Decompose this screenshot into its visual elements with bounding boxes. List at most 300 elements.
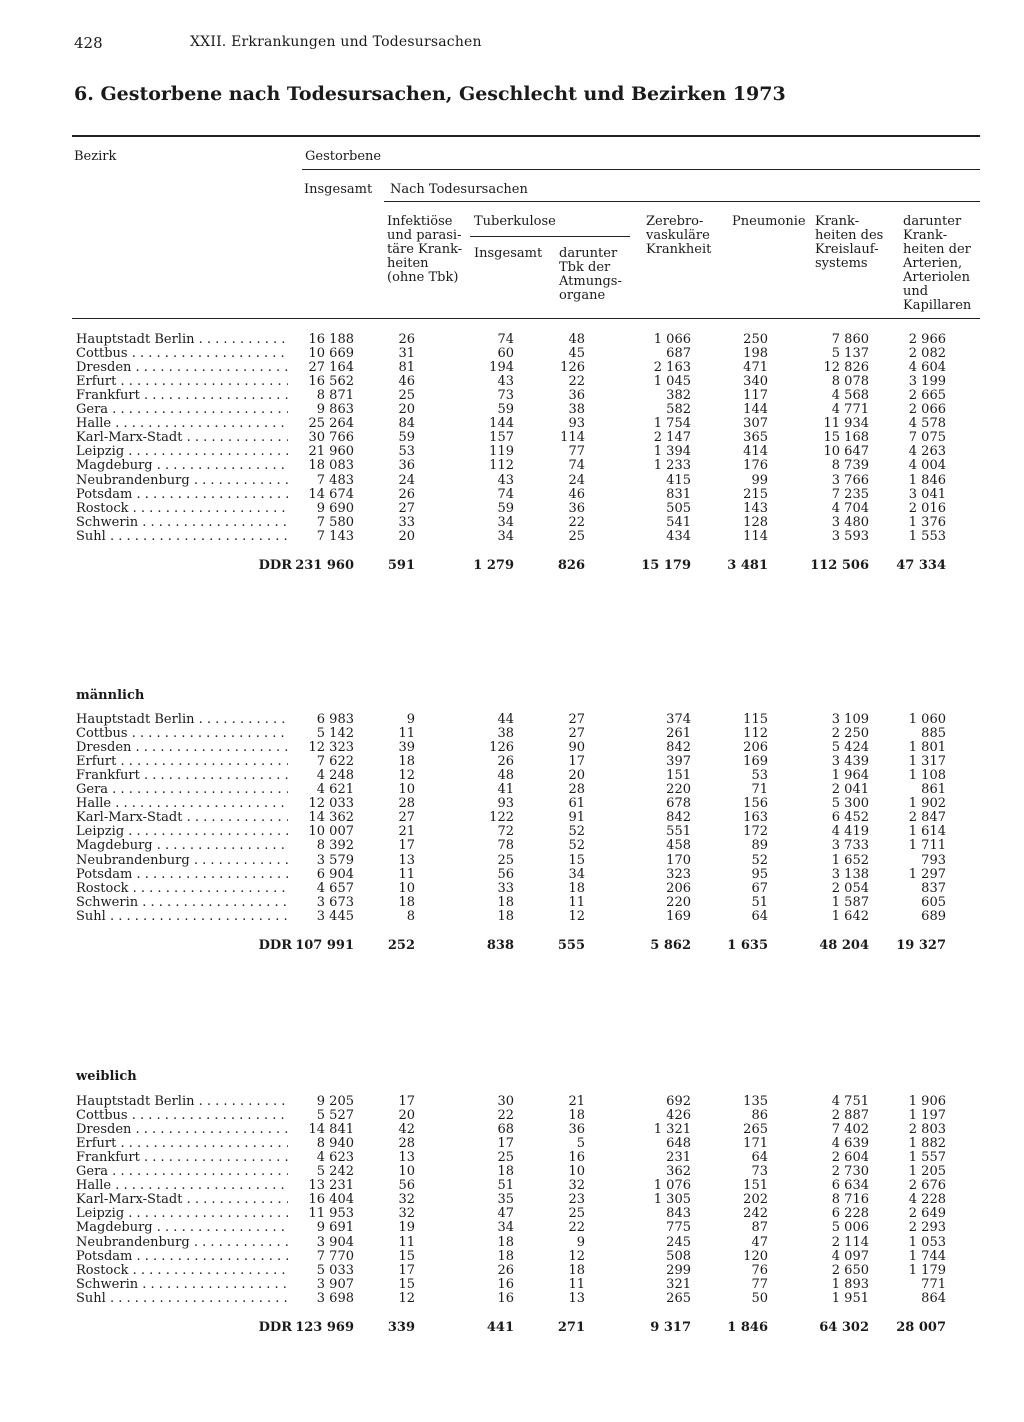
cell-value: 112	[489, 458, 514, 474]
total-label: DDR	[258, 1319, 292, 1335]
cell-value: 1 754	[653, 416, 691, 432]
cell-value: 5 300	[831, 796, 869, 812]
table-row	[0, 713, 1024, 727]
cell-value: 3 733	[831, 838, 869, 854]
header-line: Tbk der	[559, 260, 611, 275]
cell-value: 1 951	[831, 1290, 869, 1306]
cell-value: 885	[921, 726, 946, 742]
total-value: 441	[486, 1319, 514, 1335]
cell-value: 11 953	[308, 1206, 354, 1222]
cell-value: 126	[560, 360, 585, 376]
bezirk-name: Frankfurt . . .	[76, 769, 288, 783]
cell-value: 2 250	[831, 726, 869, 742]
bezirk-name: Schwerin . . .	[76, 1278, 288, 1292]
cell-value: 861	[921, 782, 946, 798]
table-row	[0, 839, 1024, 853]
cell-value: 59	[497, 500, 514, 516]
cell-value: 22	[568, 1220, 585, 1236]
cell-value: 1 587	[831, 894, 869, 910]
cell-value: 4 751	[831, 1094, 869, 1109]
cell-value: 22	[568, 374, 585, 390]
total-value: 1 846	[727, 1319, 768, 1335]
cell-value: 362	[666, 1164, 691, 1180]
cell-value: 114	[560, 430, 585, 446]
cell-value: 15	[398, 1248, 415, 1264]
cell-value: 52	[751, 852, 768, 868]
cell-value: 1 846	[908, 472, 946, 488]
header-line: Zerebro-	[646, 214, 704, 229]
cell-value: 307	[743, 416, 768, 432]
cell-value: 6 452	[831, 810, 869, 826]
cell-value: 117	[743, 388, 768, 404]
cell-value: 10 007	[308, 824, 354, 840]
total-value: 123 969	[295, 1319, 354, 1335]
cell-value: 95	[751, 866, 768, 882]
cell-value: 471	[743, 360, 768, 376]
cell-value: 9	[406, 712, 415, 727]
cell-value: 4 568	[831, 388, 869, 404]
cell-value: 12	[398, 768, 415, 784]
total-value: 9 317	[650, 1319, 691, 1335]
bezirk-name: Hauptstadt Berlin . . .	[76, 333, 288, 347]
cell-value: 551	[666, 824, 691, 840]
cell-value: 135	[743, 1094, 768, 1109]
cell-value: 17	[497, 1136, 514, 1152]
header-line: heiten des	[815, 228, 884, 243]
total-value: 339	[387, 1319, 415, 1335]
todesursachen-rule	[384, 201, 980, 202]
cell-value: 32	[398, 1192, 415, 1208]
cell-value: 16	[497, 1276, 514, 1292]
cell-value: 11	[398, 726, 415, 742]
cell-value: 3 698	[316, 1290, 354, 1306]
header-bottom-rule	[72, 318, 980, 319]
cell-value: 90	[568, 740, 585, 756]
cell-value: 5 424	[831, 740, 869, 756]
cell-value: 206	[666, 880, 691, 896]
table-row	[0, 741, 1024, 755]
cell-value: 687	[666, 346, 691, 362]
total-label: DDR	[258, 937, 292, 953]
cell-value: 1 197	[908, 1108, 946, 1124]
cell-value: 842	[666, 810, 691, 826]
cell-value: 321	[666, 1276, 691, 1292]
cell-value: 9 691	[316, 1220, 354, 1236]
header-line: Kreislauf-	[815, 242, 879, 257]
cell-value: 25	[568, 528, 585, 544]
total-row	[0, 559, 1024, 573]
cell-value: 1 642	[831, 908, 869, 924]
cell-value: 3 199	[908, 374, 946, 390]
table-row	[0, 1250, 1024, 1264]
bezirk-name: Erfurt . . .	[76, 375, 288, 389]
top-rule	[72, 135, 980, 137]
cell-value: 60	[497, 346, 514, 362]
cell-value: 24	[398, 472, 415, 488]
cell-value: 169	[666, 908, 691, 924]
cell-value: 99	[751, 472, 768, 488]
bezirk-name: Karl-Marx-Stadt . . .	[76, 431, 288, 445]
cell-value: 194	[489, 360, 514, 376]
cell-value: 53	[751, 768, 768, 784]
bezirk-name: Gera . . .	[76, 1165, 288, 1179]
cell-value: 397	[666, 754, 691, 770]
cell-value: 22	[568, 514, 585, 530]
cell-value: 48	[568, 332, 585, 347]
header-nach-todesursachen: Nach Todesursachen	[390, 182, 528, 197]
bezirk-name: Dresden . . .	[76, 741, 288, 755]
header-tbk-darunter	[559, 247, 622, 303]
cell-value: 1 108	[908, 768, 946, 784]
cell-value: 4 657	[316, 880, 354, 896]
cell-value: 8 739	[831, 458, 869, 474]
table-row	[0, 459, 1024, 473]
cell-value: 831	[666, 486, 691, 502]
cell-value: 64	[751, 1150, 768, 1166]
total-value: 1 635	[727, 937, 768, 953]
total-value: 64 302	[819, 1319, 869, 1335]
cell-value: 50	[751, 1290, 768, 1306]
cell-value: 74	[497, 486, 514, 502]
cell-value: 41	[497, 782, 514, 798]
cell-value: 1 076	[653, 1178, 691, 1194]
cell-value: 242	[743, 1206, 768, 1222]
total-row	[0, 939, 1024, 953]
cell-value: 27	[568, 712, 585, 727]
cell-value: 17	[568, 754, 585, 770]
cell-value: 74	[568, 458, 585, 474]
cell-value: 261	[666, 726, 691, 742]
bezirk-name: Gera . . .	[76, 403, 288, 417]
cell-value: 3 445	[316, 908, 354, 924]
table-row	[0, 516, 1024, 530]
cell-value: 458	[666, 838, 691, 854]
total-value: 591	[387, 557, 415, 573]
bezirk-name: Neubrandenburg . . .	[76, 474, 288, 488]
table-row	[0, 375, 1024, 389]
header-line: Kapillaren	[903, 298, 972, 313]
cell-value: 265	[666, 1290, 691, 1306]
cell-value: 19	[398, 1220, 415, 1236]
cell-value: 156	[743, 796, 768, 812]
cell-value: 2 147	[653, 430, 691, 446]
cell-value: 3 041	[908, 486, 946, 502]
cell-value: 426	[666, 1108, 691, 1124]
table-title: 6. Gestorbene nach Todesursachen, Geschlecht und Bezirken 1973	[74, 83, 786, 105]
table-row	[0, 1109, 1024, 1123]
cell-value: 7 075	[908, 430, 946, 446]
cell-value: 20	[398, 1108, 415, 1124]
bezirk-name: Neubrandenburg . . .	[76, 854, 288, 868]
cell-value: 12	[568, 1248, 585, 1264]
total-value: 15 179	[641, 557, 691, 573]
cell-value: 17	[398, 1094, 415, 1109]
cell-value: 21	[568, 1094, 585, 1109]
cell-value: 7 402	[831, 1122, 869, 1138]
bezirk-name: Rostock . . .	[76, 1264, 288, 1278]
cell-value: 74	[497, 332, 514, 347]
cell-value: 265	[743, 1122, 768, 1138]
cell-value: 14 362	[308, 810, 354, 826]
cell-value: 1 297	[908, 866, 946, 882]
cell-value: 17	[398, 838, 415, 854]
total-value: 48 204	[819, 937, 869, 953]
cell-value: 32	[398, 1206, 415, 1222]
table-row	[0, 896, 1024, 910]
cell-value: 8 078	[831, 374, 869, 390]
cell-value: 67	[751, 880, 768, 896]
gestorbene-rule	[302, 169, 980, 170]
cell-value: 1 553	[908, 528, 946, 544]
cell-value: 77	[568, 444, 585, 460]
cell-value: 2 604	[831, 1150, 869, 1166]
cell-value: 793	[921, 852, 946, 868]
cell-value: 692	[666, 1094, 691, 1109]
cell-value: 34	[497, 514, 514, 530]
table-row	[0, 825, 1024, 839]
header-arterien	[903, 215, 971, 313]
cell-value: 27	[568, 726, 585, 742]
bezirk-name: Cottbus . . .	[76, 347, 288, 361]
cell-value: 2 082	[908, 346, 946, 362]
cell-value: 7 622	[316, 754, 354, 770]
cell-value: 6 634	[831, 1178, 869, 1194]
bezirk-name: Cottbus . . .	[76, 727, 288, 741]
bezirk-name: Schwerin . . .	[76, 896, 288, 910]
cell-value: 91	[568, 810, 585, 826]
table-row	[0, 1165, 1024, 1179]
cell-value: 47	[751, 1234, 768, 1250]
bezirk-name: Frankfurt . . .	[76, 1151, 288, 1165]
cell-value: 250	[743, 332, 768, 347]
cell-value: 25	[398, 388, 415, 404]
cell-value: 13	[398, 852, 415, 868]
table-row	[0, 488, 1024, 502]
cell-value: 775	[666, 1220, 691, 1236]
cell-value: 36	[568, 1122, 585, 1138]
cell-value: 25	[497, 852, 514, 868]
header-line: Infektiöse	[387, 214, 453, 229]
cell-value: 24	[568, 472, 585, 488]
cell-value: 15	[398, 1276, 415, 1292]
cell-value: 434	[666, 528, 691, 544]
header-line: Arterien,	[903, 256, 963, 271]
header-line: heiten der	[903, 242, 971, 257]
bezirk-name: Rostock . . .	[76, 882, 288, 896]
cell-value: 43	[497, 374, 514, 390]
cell-value: 22	[497, 1108, 514, 1124]
cell-value: 4 771	[831, 402, 869, 418]
cell-value: 144	[489, 416, 514, 432]
bezirk-name: Karl-Marx-Stadt . . .	[76, 1193, 288, 1207]
cell-value: 34	[568, 866, 585, 882]
cell-value: 8 940	[316, 1136, 354, 1152]
cell-value: 864	[921, 1290, 946, 1306]
cell-value: 837	[921, 880, 946, 896]
table-row	[0, 783, 1024, 797]
cell-value: 4 263	[908, 444, 946, 460]
cell-value: 30	[497, 1094, 514, 1109]
cell-value: 73	[497, 388, 514, 404]
table-row	[0, 1193, 1024, 1207]
cell-value: 34	[497, 1220, 514, 1236]
cell-value: 16	[568, 1150, 585, 1166]
cell-value: 2 114	[831, 1234, 869, 1250]
cell-value: 323	[666, 866, 691, 882]
cell-value: 5 142	[316, 726, 354, 742]
header-line: Atmungs-	[559, 274, 622, 289]
cell-value: 10 669	[308, 346, 354, 362]
cell-value: 678	[666, 796, 691, 812]
total-value: 555	[557, 937, 585, 953]
cell-value: 18	[568, 1262, 585, 1278]
cell-value: 93	[568, 416, 585, 432]
header-line: darunter	[559, 246, 618, 261]
bezirk-name: Suhl . . .	[76, 1292, 288, 1306]
cell-value: 13	[398, 1150, 415, 1166]
cell-value: 68	[497, 1122, 514, 1138]
cell-value: 10	[568, 1164, 585, 1180]
header-line: organe	[559, 288, 606, 303]
cell-value: 3 109	[831, 712, 869, 727]
cell-value: 59	[398, 430, 415, 446]
cell-value: 16 404	[308, 1192, 354, 1208]
table-row	[0, 1292, 1024, 1306]
cell-value: 26	[398, 486, 415, 502]
table-row	[0, 1095, 1024, 1109]
cell-value: 20	[568, 768, 585, 784]
bezirk-name: Cottbus . . .	[76, 1109, 288, 1123]
bezirk-name: Hauptstadt Berlin . . .	[76, 1095, 288, 1109]
cell-value: 689	[921, 908, 946, 924]
cell-value: 7 580	[316, 514, 354, 530]
cell-value: 1 557	[908, 1150, 946, 1166]
cell-value: 220	[666, 894, 691, 910]
cell-value: 2 066	[908, 402, 946, 418]
table-row	[0, 910, 1024, 924]
cell-value: 33	[497, 880, 514, 896]
cell-value: 18	[497, 1234, 514, 1250]
cell-value: 4 004	[908, 458, 946, 474]
table-row	[0, 811, 1024, 825]
cell-value: 10	[398, 782, 415, 798]
cell-value: 1 179	[908, 1262, 946, 1278]
cell-value: 47	[497, 1206, 514, 1222]
cell-value: 56	[497, 866, 514, 882]
cell-value: 51	[751, 894, 768, 910]
cell-value: 1 060	[908, 712, 946, 727]
table-row	[0, 1221, 1024, 1235]
cell-value: 1 317	[908, 754, 946, 770]
cell-value: 3 138	[831, 866, 869, 882]
header-line: und parasi-	[387, 228, 462, 243]
cell-value: 46	[398, 374, 415, 390]
cell-value: 38	[568, 402, 585, 418]
cell-value: 12	[398, 1290, 415, 1306]
cell-value: 81	[398, 360, 415, 376]
cell-value: 202	[743, 1192, 768, 1208]
cell-value: 36	[568, 500, 585, 516]
cell-value: 2 803	[908, 1122, 946, 1138]
bezirk-name: Schwerin . . .	[76, 516, 288, 530]
header-gestorbene: Gestorbene	[305, 149, 382, 164]
cell-value: 31	[398, 346, 415, 362]
cell-value: 4 639	[831, 1136, 869, 1152]
header-infektioese	[387, 215, 462, 285]
cell-value: 126	[489, 740, 514, 756]
cell-value: 4 578	[908, 416, 946, 432]
bezirk-name: Potsdam . . .	[76, 1250, 288, 1264]
cell-value: 2 665	[908, 388, 946, 404]
header-line: heiten	[387, 256, 429, 271]
cell-value: 59	[497, 402, 514, 418]
bezirk-name: Magdeburg . . .	[76, 839, 288, 853]
header-line: darunter	[903, 214, 962, 229]
cell-value: 3 673	[316, 894, 354, 910]
cell-value: 648	[666, 1136, 691, 1152]
cell-value: 1 902	[908, 796, 946, 812]
header-line: und	[903, 284, 929, 299]
total-value: 271	[557, 1319, 585, 1335]
cell-value: 3 439	[831, 754, 869, 770]
cell-value: 28	[398, 796, 415, 812]
cell-value: 86	[751, 1108, 768, 1124]
total-value: 826	[557, 557, 585, 573]
cell-value: 9	[576, 1234, 585, 1250]
cell-value: 112	[743, 726, 768, 742]
cell-value: 5 033	[316, 1262, 354, 1278]
bezirk-name: Leipzig . . .	[76, 445, 288, 459]
cell-value: 61	[568, 796, 585, 812]
cell-value: 2 966	[908, 332, 946, 347]
header-bezirk: Bezirk	[74, 149, 117, 164]
cell-value: 220	[666, 782, 691, 798]
cell-value: 16	[497, 1290, 514, 1306]
header-line: vaskuläre	[646, 228, 710, 243]
table-row	[0, 1151, 1024, 1165]
bezirk-name: Halle . . .	[76, 797, 288, 811]
cell-value: 508	[666, 1248, 691, 1264]
cell-value: 582	[666, 402, 691, 418]
header-line: täre Krank-	[387, 242, 463, 257]
header-insgesamt: Insgesamt	[304, 182, 373, 197]
cell-value: 42	[398, 1122, 415, 1138]
bezirk-name: Potsdam . . .	[76, 868, 288, 882]
cell-value: 44	[497, 712, 514, 727]
cell-value: 8	[406, 908, 415, 924]
cell-value: 72	[497, 824, 514, 840]
cell-value: 171	[743, 1136, 768, 1152]
cell-value: 8 871	[316, 388, 354, 404]
table-row	[0, 445, 1024, 459]
cell-value: 89	[751, 838, 768, 854]
cell-value: 15 168	[823, 430, 869, 446]
cell-value: 84	[398, 416, 415, 432]
cell-value: 1 882	[908, 1136, 946, 1152]
cell-value: 4 228	[908, 1192, 946, 1208]
table-row	[0, 347, 1024, 361]
cell-value: 6 983	[316, 712, 354, 727]
bezirk-name: Leipzig . . .	[76, 1207, 288, 1221]
table-row	[0, 882, 1024, 896]
cell-value: 16 188	[308, 332, 354, 347]
header-line: Arteriolen	[903, 270, 970, 285]
cell-value: 119	[489, 444, 514, 460]
cell-value: 28	[568, 782, 585, 798]
cell-value: 53	[398, 444, 415, 460]
cell-value: 5 137	[831, 346, 869, 362]
section-label-maennlich: männlich	[76, 688, 145, 703]
